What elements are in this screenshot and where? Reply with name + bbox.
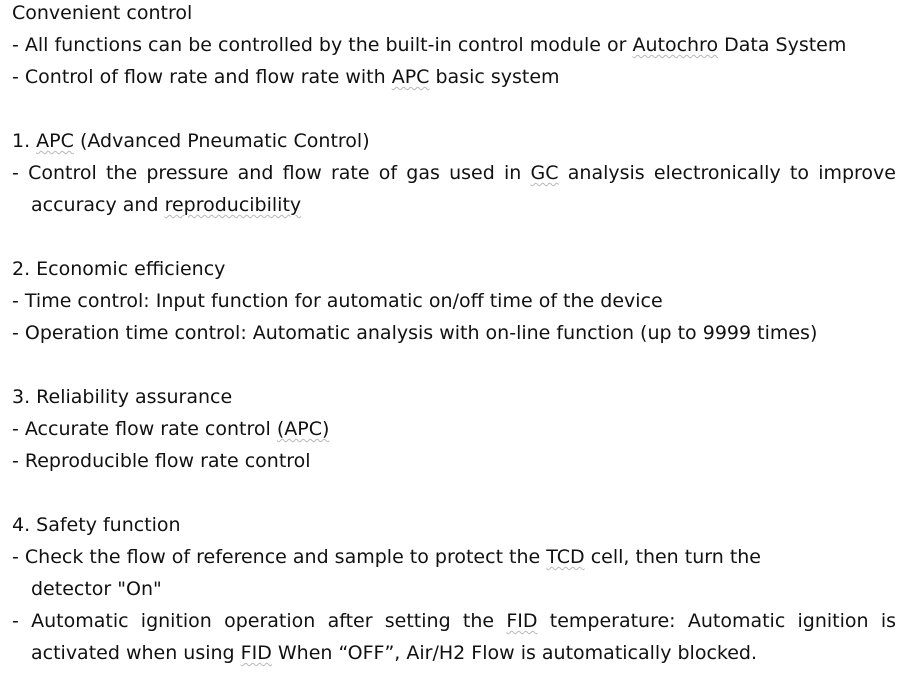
spellcheck-term-fid: FID bbox=[506, 610, 538, 632]
spellcheck-term-apc: APC bbox=[36, 130, 74, 152]
spellcheck-term-apc: APC bbox=[391, 66, 430, 88]
bullet-text: - Control the pressure and flow rate of gas used in bbox=[12, 162, 531, 184]
bullet-tcd-check-continued bbox=[12, 576, 896, 608]
bullet-text: cell, then turn the bbox=[584, 546, 761, 568]
section-heading-apc bbox=[12, 128, 896, 160]
bullet-text: - Control of flow rate and flow rate with bbox=[12, 66, 392, 88]
bullet-apc-basic bbox=[12, 64, 896, 96]
spellcheck-term-reproducibility: reproducibility bbox=[164, 194, 302, 216]
bullet-text: When “OFF”, Air/H2 Flow is automatically blocked. bbox=[271, 642, 758, 664]
bullet-text: basic system bbox=[429, 66, 560, 88]
bullet-fid-ignition bbox=[12, 608, 896, 640]
bullet-text: - Accurate flow rate control bbox=[12, 418, 277, 440]
section-heading-reliability bbox=[12, 384, 896, 416]
bullet-text: - Time control: Input function for automatic on/off time of the device bbox=[12, 290, 663, 312]
section-heading-economic bbox=[12, 256, 896, 288]
bullet-pressure-control-continued bbox=[12, 192, 896, 224]
heading-text: (Advanced Pneumatic Control) bbox=[73, 130, 370, 152]
bullet-fid-ignition-continued bbox=[12, 640, 896, 672]
spacer bbox=[12, 224, 896, 256]
bullet-text: analysis electronically to improve bbox=[558, 162, 896, 184]
bullet-text: - Operation time control: Automatic analysis with on-line function (up to 9999 times) bbox=[12, 322, 818, 344]
spellcheck-term-autochro: Autochro bbox=[632, 34, 719, 56]
bullet-operation-time bbox=[12, 320, 896, 352]
spacer bbox=[12, 96, 896, 128]
bullet-time-control bbox=[12, 288, 896, 320]
bullet-text: temperature: Automatic ignition is bbox=[537, 610, 896, 632]
spellcheck-term-tcd: TCD bbox=[546, 546, 585, 568]
section-heading-safety bbox=[12, 512, 896, 544]
spellcheck-term-fid: FID bbox=[240, 642, 272, 664]
section-heading-convenient-control bbox=[12, 0, 896, 32]
heading-text: 2. Economic efficiency bbox=[12, 258, 226, 280]
bullet-text: Data System bbox=[718, 34, 847, 56]
document-body bbox=[12, 0, 896, 672]
bullet-text: accuracy and bbox=[31, 194, 165, 216]
bullet-pressure-control bbox=[12, 160, 896, 192]
bullet-tcd-check bbox=[12, 544, 896, 576]
heading-text: 3. Reliability assurance bbox=[12, 386, 233, 408]
heading-text: 4. Safety function bbox=[12, 514, 181, 536]
bullet-accurate-flow bbox=[12, 416, 896, 448]
bullet-text: - Check the flow of reference and sample to protect the bbox=[12, 546, 547, 568]
bullet-text: - Automatic ignition operation after setting the bbox=[12, 610, 507, 632]
heading-text: Convenient control bbox=[12, 2, 193, 24]
spellcheck-term-apc: (APC) bbox=[276, 418, 330, 440]
spacer bbox=[12, 352, 896, 384]
bullet-reproducible-flow bbox=[12, 448, 896, 480]
heading-number: 1. bbox=[12, 130, 37, 152]
bullet-text: detector "On" bbox=[31, 578, 162, 600]
spellcheck-term-gc: GC bbox=[530, 162, 559, 184]
bullet-text: - Reproducible flow rate control bbox=[12, 450, 311, 472]
spacer bbox=[12, 480, 896, 512]
bullet-control-module bbox=[12, 32, 896, 64]
bullet-text: activated when using bbox=[31, 642, 241, 664]
bullet-text: - All functions can be controlled by the built-in control module or bbox=[12, 34, 633, 56]
